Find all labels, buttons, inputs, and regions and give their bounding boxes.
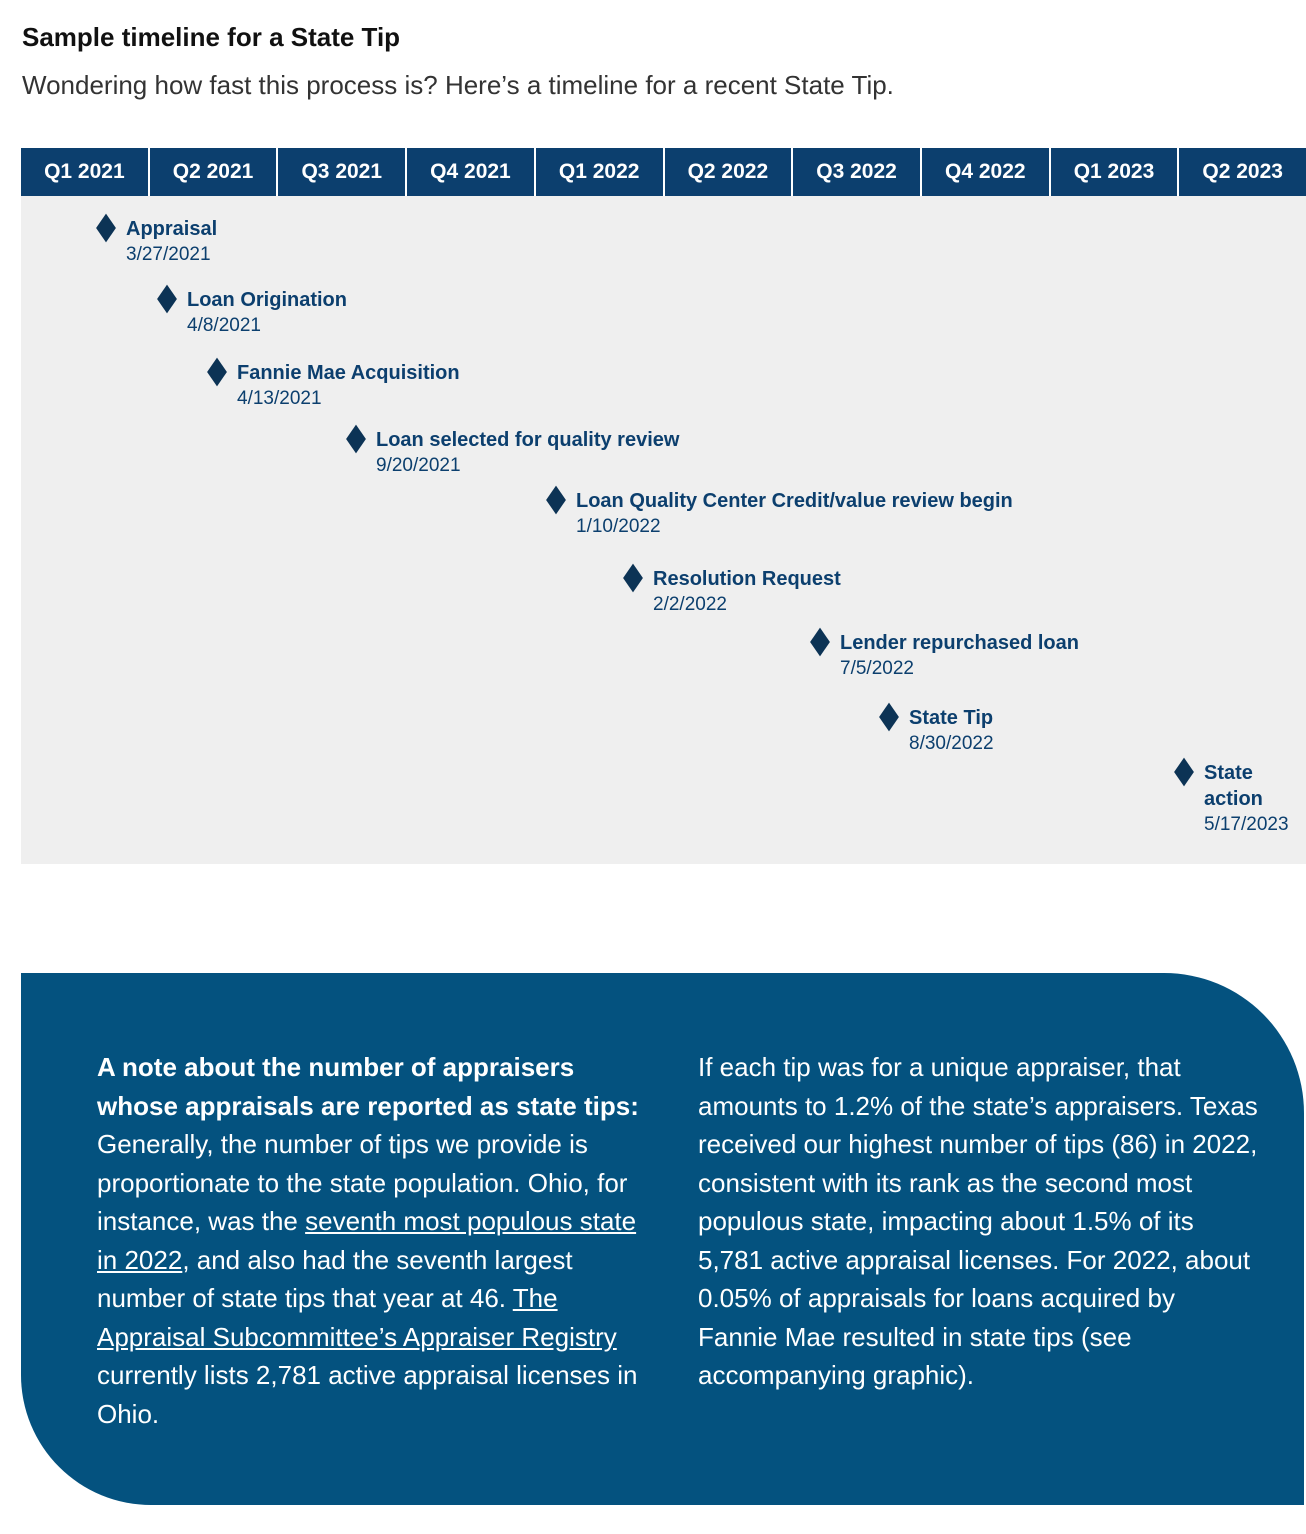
event-date: 4/8/2021 bbox=[187, 315, 261, 336]
event-date: 9/20/2021 bbox=[376, 455, 461, 476]
quarter-label: Q2 2021 bbox=[150, 148, 279, 196]
event-label: Loan selected for quality review bbox=[376, 429, 680, 451]
note-right-column: If each tip was for a unique appraiser, that amounts to 1.2% of the state’s appraisers. Texas received our highest number of tips (86) in 2022, consistent with its rank as the second most populous state, impacting about 1.5% of its 5,781 active appraisal licenses. For 2022, about 0.05% of appraisals for loans acquired by Fannie Mae resulted in state tips (see accompanying graphic). bbox=[698, 1052, 1258, 1390]
event-date: 1/10/2022 bbox=[576, 516, 661, 537]
note-text: , and also had the seventh largest number of state tips that year at 46. bbox=[97, 1244, 573, 1313]
page-subtitle: Wondering how fast this process is? Here’s a timeline for a recent State Tip. bbox=[22, 70, 894, 100]
diamond-marker-icon bbox=[1174, 758, 1194, 787]
event-date: 7/5/2022 bbox=[840, 658, 914, 679]
event-label: State Tip bbox=[909, 707, 994, 729]
diamond-marker-icon bbox=[623, 564, 643, 593]
diamond-marker-icon bbox=[207, 358, 227, 387]
appraiser-registry-link[interactable]: The Appraisal Subcommittee’s Appraiser Registry bbox=[97, 1283, 617, 1352]
note-lead: A note about the number of appraisers whose appraisals are reported as state tips: bbox=[97, 1052, 639, 1121]
quarter-label: Q2 2022 bbox=[665, 148, 794, 196]
quarter-header bbox=[21, 148, 1306, 196]
quarter-label: Q4 2022 bbox=[922, 148, 1051, 196]
diamond-marker-icon bbox=[546, 486, 566, 515]
page-title: Sample timeline for a State Tip bbox=[22, 22, 401, 52]
event-date: 2/2/2022 bbox=[653, 594, 727, 615]
note-text: currently lists 2,781 active appraisal licenses in Ohio. bbox=[97, 1360, 638, 1429]
diamond-marker-icon bbox=[157, 285, 177, 314]
quarter-label: Q1 2021 bbox=[21, 148, 150, 196]
event-label: Appraisal bbox=[126, 218, 218, 240]
quarter-label: Q3 2022 bbox=[793, 148, 922, 196]
event-date: 4/13/2021 bbox=[237, 388, 322, 409]
diamond-marker-icon bbox=[879, 703, 899, 732]
timeline-chart bbox=[21, 148, 1306, 864]
event-label: Fannie Mae Acquisition bbox=[237, 362, 460, 384]
quarter-label: Q2 2023 bbox=[1202, 160, 1283, 183]
event-date: 8/30/2022 bbox=[909, 733, 994, 754]
populous-state-link[interactable]: seventh most populous state in 2022 bbox=[97, 1206, 637, 1275]
event-label: Loan Origination bbox=[187, 289, 347, 311]
event-label: Resolution Request bbox=[653, 568, 841, 590]
diamond-marker-icon bbox=[346, 425, 366, 454]
event-label: Loan Quality Center Credit/value review begin bbox=[576, 490, 1013, 512]
note-left-column bbox=[97, 1048, 657, 1433]
diamond-marker-icon bbox=[96, 214, 116, 243]
quarter-label: Q4 2021 bbox=[407, 148, 536, 196]
event-label-line2: action bbox=[1204, 788, 1263, 810]
event-date: 3/27/2021 bbox=[126, 244, 211, 265]
quarter-label: Q1 2023 bbox=[1051, 148, 1180, 196]
note-text: Generally, the number of tips we provide is proportionate to the state population. Ohio, for instance, was the bbox=[97, 1129, 628, 1236]
appraisers-note-panel bbox=[21, 973, 1304, 1505]
quarter-label: Q1 2022 bbox=[536, 148, 665, 196]
quarter-label: Q3 2021 bbox=[278, 148, 407, 196]
event-label: Lender repurchased loan bbox=[840, 632, 1079, 654]
event-label-line1: State bbox=[1204, 762, 1253, 784]
diamond-marker-icon bbox=[810, 628, 830, 657]
event-date: 5/17/2023 bbox=[1204, 814, 1289, 835]
